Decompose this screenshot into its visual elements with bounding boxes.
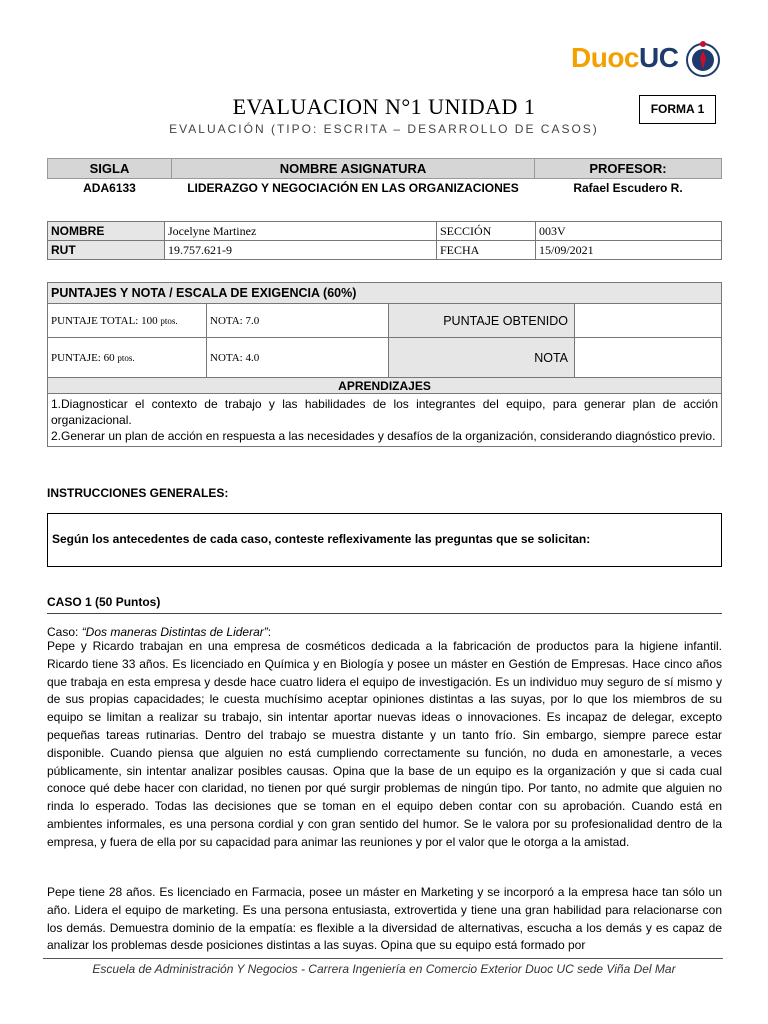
section-field[interactable]: 003V [536, 222, 722, 241]
university-seal-icon [685, 40, 721, 78]
instructions-text: Según los antecedentes de cada caso, conteste reflexivamente las preguntas que se solicitan: [52, 532, 591, 546]
scores-table [47, 282, 722, 447]
case-name: “Dos maneras Distintas de Liderar” [81, 625, 268, 639]
max-grade: NOTA: 7.0 [207, 304, 389, 338]
case-divider [47, 613, 722, 614]
rut-field[interactable]: 19.757.621-9 [165, 241, 437, 260]
pass-points-unit: ptos. [117, 352, 135, 363]
sigla-value: ADA6133 [83, 181, 136, 195]
page-footer: Escuela de Administración Y Negocios - Carrera Ingeniería en Comercio Exterior Duoc UC sede Viña Del Mar [92, 962, 676, 976]
exam-subtitle: EVALUACIÓN (TIPO: ESCRITA – DESARROLLO DE CASOS) [169, 122, 599, 136]
learning-outcomes [48, 394, 722, 447]
exam-title: EVALUACION N°1 UNIDAD 1 [232, 94, 536, 119]
total-points-cell [48, 304, 207, 338]
footer-divider [43, 958, 723, 959]
name-label: NOMBRE [48, 222, 165, 241]
grade-field[interactable] [575, 338, 722, 378]
professor-value: Rafael Escudero R. [573, 181, 683, 195]
date-label: FECHA [437, 241, 536, 260]
instructions-box [47, 513, 722, 567]
obtained-points-field[interactable] [575, 304, 722, 338]
subject-header: NOMBRE ASIGNATURA [172, 159, 535, 179]
case-suffix: : [267, 625, 272, 639]
subject-value: LIDERAZGO Y NEGOCIACIÓN EN LAS ORGANIZACIONES [187, 181, 519, 195]
professor-header: PROFESOR: [535, 159, 722, 179]
pass-points-cell [48, 338, 207, 378]
learning-heading: APRENDIZAJES [48, 378, 722, 394]
total-points-label: PUNTAJE TOTAL: 100 [51, 314, 158, 327]
logo-duoc-text: Duoc [571, 42, 639, 73]
scores-heading: PUNTAJES Y NOTA / ESCALA DE EXIGENCIA (60%) [48, 283, 722, 304]
instructions-label: INSTRUCCIONES GENERALES: [47, 486, 229, 500]
grade-label: NOTA [389, 338, 575, 378]
section-label: SECCIÓN [437, 222, 536, 241]
total-points-unit: ptos. [160, 315, 178, 326]
pass-points-label: PUNTAJE: 60 [51, 351, 115, 364]
date-field[interactable]: 15/09/2021 [536, 241, 722, 260]
case-prefix: Caso: [47, 625, 82, 639]
student-info-table [47, 221, 722, 260]
case-title: CASO 1 (50 Puntos) [47, 595, 161, 609]
learning-outcome-1: 1.Diagnosticar el contexto de trabajo y las habilidades de los integrantes del equipo, para generar plan de acción organizacional. [51, 397, 718, 427]
name-field[interactable]: Jocelyne Martinez [165, 222, 437, 241]
course-info-table [47, 158, 722, 197]
logo-uc-text: UC [639, 42, 679, 73]
pass-grade: NOTA: 4.0 [207, 338, 389, 378]
case-paragraph-2: Pepe tiene 28 años. Es licenciado en Farmacia, posee un máster en Marketing y se incorporó a la empresa hace tan sólo un año. Lidera el equipo de marketing. Es una persona entusiasta, extrovertida y tiene una gran habilidad para relacionarse con los demás. Demuestra dominio de la empatía: es flexible a la diversidad de alternativas, escucha a los demás y es capaz de analizar los problemas desde posiciones distintas a las suyas. Opina que su equipo está formado por [47, 885, 722, 953]
learning-outcome-2: 2.Generar un plan de acción en respuesta a las necesidades y desafíos de la organización, considerando diagnóstico previo. [51, 429, 716, 443]
obtained-points-label: PUNTAJE OBTENIDO [389, 304, 575, 338]
rut-label: RUT [48, 241, 165, 260]
sigla-header: SIGLA [48, 159, 172, 179]
form-version-box: FORMA 1 [639, 95, 716, 124]
case-heading [47, 625, 271, 639]
duoc-uc-logo [571, 40, 721, 80]
case-paragraph-1: Pepe y Ricardo trabajan en una empresa de cosméticos dedicada a la fabricación de productos para la higiene infantil. Ricardo tiene 33 años. Es licenciado en Química y en Biología y posee un máster en Gestión de Empresas. Hace cinco años que trabaja en esta empresa y desde hace cuatro lidera el equipo de investigación. Es un individuo muy seguro de sí mismo y de sus propias capacidades; le cuesta muchísimo aceptar opiniones distintas a las suyas, por lo que los miembros de su equipo se limitan a realizar su trabajo, sin intentar aportar nuevas ideas o innovaciones. Es incapaz de delegar, excepto pequeñas tareas rutinarias. Dentro del trabajo se muestra distante y un tanto frío. Sin embargo, siempre parece estar disponible. Cuando piensa que alguien no está cumpliendo correctamente su función, no duda en amonestarle, a veces públicamente, sin intentar analizar posibles causas. Opina que la base de un equipo es la organización y que si cada cual conoce qué debe hacer con claridad, no tienen por qué surgir problemas de ningún tipo. Por tanto, no admite que alguien no rinda lo esperado. Todas las decisiones que se toman en el equipo deben contar con su aprobación. Cuando está en ambientes informales, es una persona cordial y con gran sentido del humor. Se le valora por su profesionalidad dentro de la empresa, y fuera de ella por su capacidad para animar las reuniones y por el valor que le otorga a la amistad. [47, 639, 722, 849]
